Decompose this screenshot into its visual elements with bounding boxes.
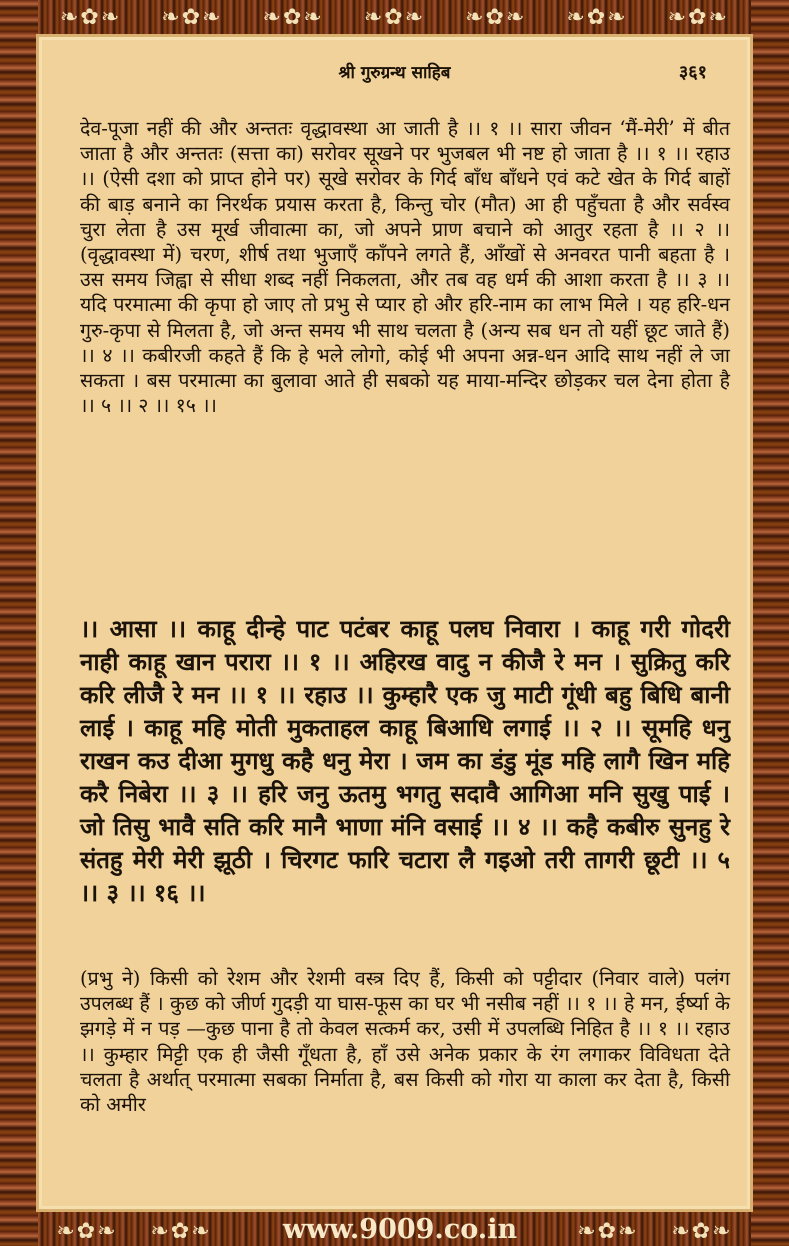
page-header <box>36 60 753 86</box>
frame-right-border <box>751 0 789 1246</box>
website-watermark: www.9009.co.in <box>282 1214 518 1245</box>
commentary-paragraph-1: देव-पूजा नहीं की और अन्ततः वृद्धावस्था आ जाती है ।। १ ।। सारा जीवन ‘मैं-मेरी’ में बीत जाता है और अन्ततः (सत्ता का) सरोवर सूखने पर भुजबल भी नष्ट हो जाता है ।। १ ।। रहाउ ।। (ऐसी दशा को प्राप्त होने पर) सूखे सरोवर के गिर्द बाँध बाँधने एवं कटे खेत के गिर्द बाहों की बाड़ बनाने का निरर्थक प्रयास करता है, किन्तु चोर (मौत) आ ही पहुँचता है और सर्वस्व चुरा लेता है उस मूर्ख जीवात्मा का, जो अपने प्राण बचाने को आतुर रहता है ।। २ ।। (वृद्धावस्था में) चरण, शीर्ष तथा भुजाएँ काँपने लगते हैं, आँखों से अनवरत पानी बहता है । उस समय जिह्वा से सीधा शब्द नहीं निकलता, और तब वह धर्म की आशा करता है ।। ३ ।। यदि परमात्मा की कृपा हो जाए तो प्रभु से प्यार हो और हरि-नाम का लाभ मिले । यह हरि-धन गुरु-कृपा से मिलता है, जो अन्त समय भी साथ चलता है (अन्य सब धन तो यहीं छूट जाते हैं) ।। ४ ।। कबीरजी कहते हैं कि हे भले लोगो, कोई भी अपना अन्न-धन आदि साथ नहीं ले जा सकता । बस परमात्मा का बुलावा आते ही सबको यह माया-मन्दिर छोड़कर चल देना होता है ।। ५ ।। २ ।। १५ ।। <box>80 117 730 418</box>
top-ornament-border: ❧✿❧ ❧✿❧ ❧✿❧ ❧✿❧ ❧✿❧ ❧✿❧ ❧✿❧ <box>59 4 729 30</box>
commentary-paragraph-2: (प्रभु ने) किसी को रेशम और रेशमी वस्त्र दिए हैं, किसी को पट्टीदार (निवार वाले) पलंग उपलब्ध हैं । कुछ को जीर्ण गुदड़ी या घास-फूस का घर भी नसीब नहीं ।। १ ।। हे मन, ईर्ष्या के झगड़े में न पड़ —कुछ पाना है तो केवल सत्कर्म कर, उसी में उपलब्धि निहित है ।। १ ।। रहाउ ।। कुम्हार मिट्टी एक ही जैसी गूँधता है, हाँ उसे अनेक प्रकार के रंग लगाकर विविधता देते चलता है अर्थात् परमात्मा सबका निर्माता है, बस किसी को गोरा या काला कर देता है, किसी को अमीर <box>80 967 730 1117</box>
bottom-ornament-border: ❧✿❧ ❧✿❧ ❧✿❧ ❧✿❧ <box>56 1218 733 1244</box>
running-title: श्री गुरुग्रन्थ साहिब <box>338 63 451 83</box>
page-number: ३६१ <box>678 62 707 83</box>
scripture-page <box>36 34 753 1212</box>
frame-left-border <box>0 0 38 1246</box>
gurbani-verse: ।। आसा ।। काहू दीन्हे पाट पटंबर काहू पलघ निवारा । काहू गरी गोदरी नाही काहू खान परारा ।। १ ।। अहिरख वादु न कीजै रे मन । सुक्रितु करि करि लीजै रे मन ।। १ ।। रहाउ ।। कुम्हारै एक जु माटी गूंधी बहु बिधि बानी लाई । काहू महि मोती मुकताहल काहू बिआधि लगाई ।। २ ।। सूमहि धनु राखन कउ दीआ मुगधु कहै धनु मेरा । जम का डंडु मूंड महि लागै खिन महि करै निबेरा ।। ३ ।। हरि जनु ऊतमु भगतु सदावै आगिआ मनि सुखु पाई । जो तिसु भावै सति करि मानै भाणा मंनि वसाई ।। ४ ।। कहै कबीरु सुनहु रे संतहु मेरी मेरी झूठी । चिरगट फारि चटारा लै गइओ तरी तागरी छूटी ।। ५ ।। ३ ।। १६ ।। <box>80 614 730 907</box>
